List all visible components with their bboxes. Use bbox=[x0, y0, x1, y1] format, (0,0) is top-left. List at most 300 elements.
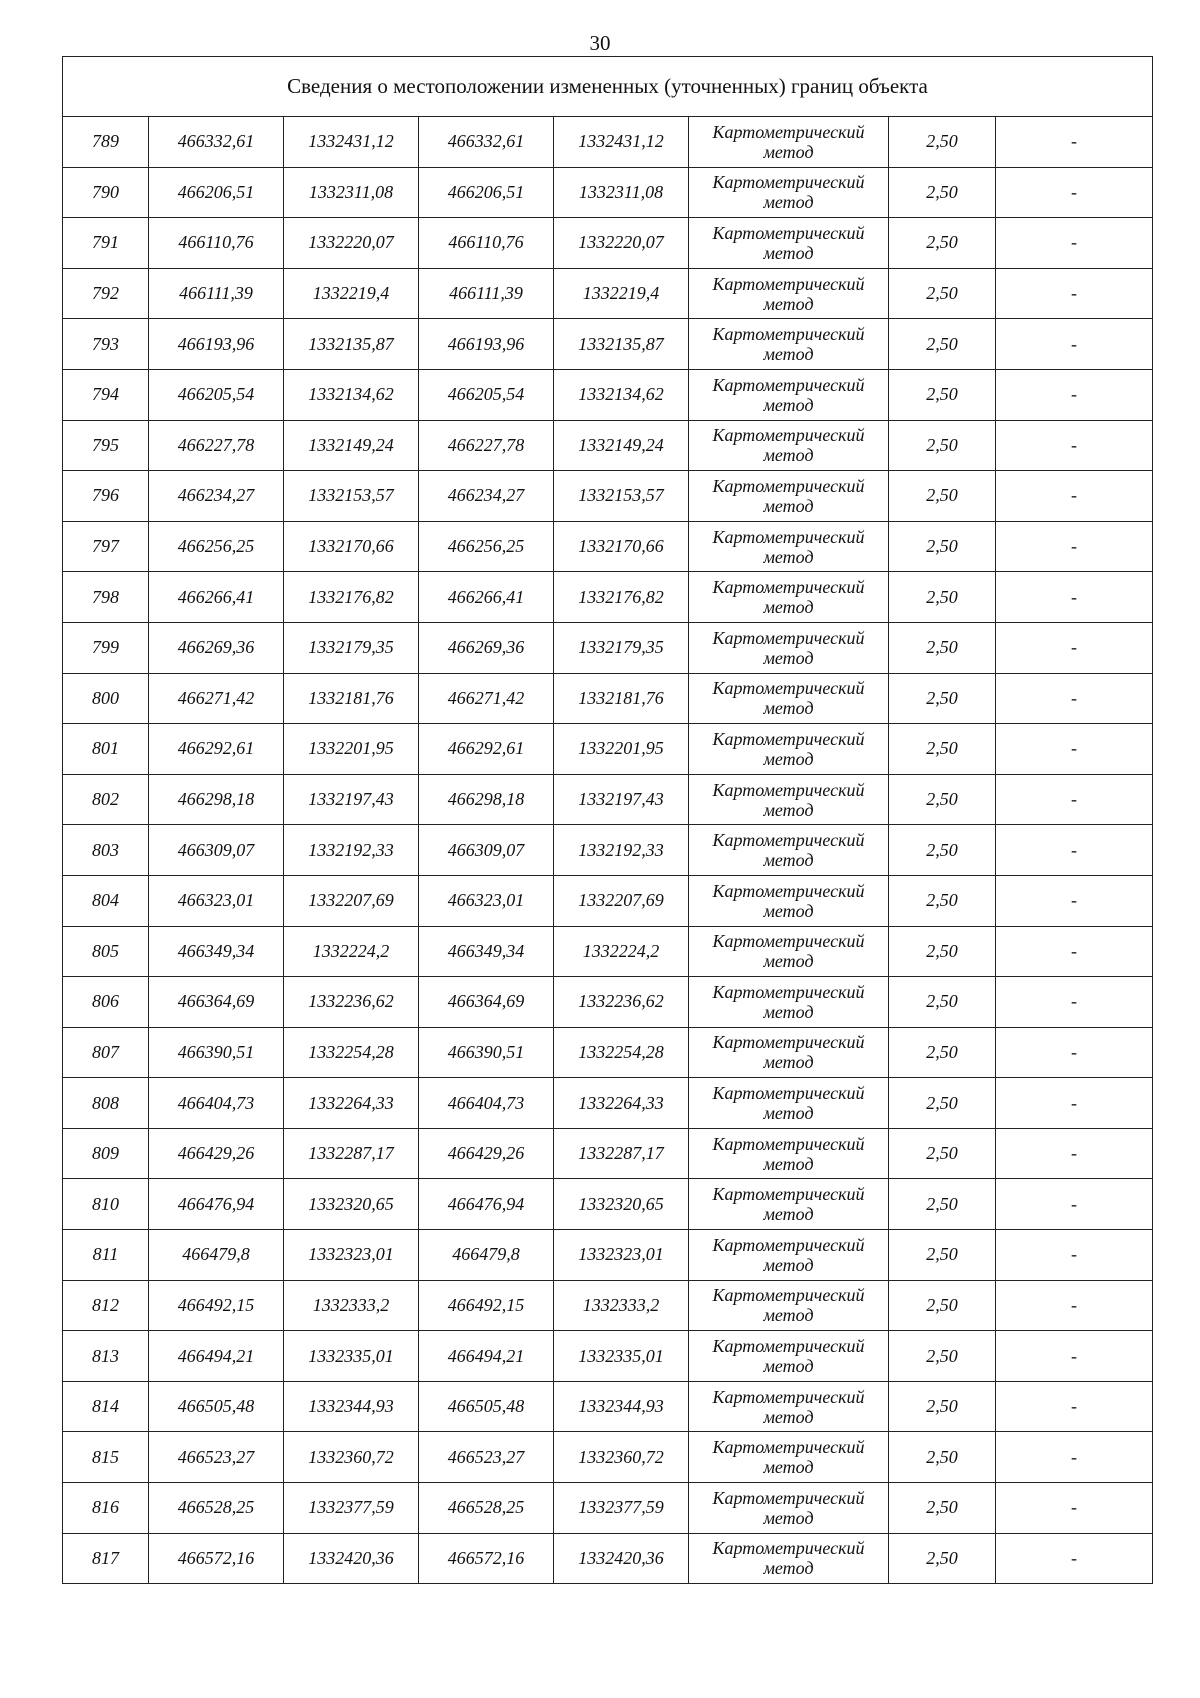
method-line-1: Картометрический bbox=[712, 425, 865, 446]
new-y-cell: 1332264,33 bbox=[554, 1078, 689, 1129]
new-y-cell: 1332201,95 bbox=[554, 724, 689, 775]
existing-y-cell: 1332236,62 bbox=[284, 977, 419, 1028]
note-cell: - bbox=[996, 218, 1153, 269]
new-x-cell: 466476,94 bbox=[419, 1179, 554, 1230]
accuracy-cell: 2,50 bbox=[889, 673, 996, 724]
existing-x-cell: 466227,78 bbox=[149, 420, 284, 471]
accuracy-cell: 2,50 bbox=[889, 1179, 996, 1230]
method-line-2: метод bbox=[763, 1052, 814, 1073]
accuracy-cell: 2,50 bbox=[889, 1280, 996, 1331]
method-line-2: метод bbox=[763, 748, 814, 769]
table-row bbox=[63, 622, 1153, 673]
point-number-cell: 798 bbox=[63, 572, 149, 623]
existing-x-cell: 466523,27 bbox=[149, 1432, 284, 1483]
method-line-1: Картометрический bbox=[712, 273, 865, 294]
new-x-cell: 466298,18 bbox=[419, 774, 554, 825]
existing-x-cell: 466494,21 bbox=[149, 1331, 284, 1382]
method-cell bbox=[689, 1483, 889, 1534]
note-cell: - bbox=[996, 521, 1153, 572]
existing-x-cell: 466206,51 bbox=[149, 167, 284, 218]
existing-y-cell: 1332220,07 bbox=[284, 218, 419, 269]
existing-y-cell: 1332201,95 bbox=[284, 724, 419, 775]
point-number-cell: 794 bbox=[63, 369, 149, 420]
table-row bbox=[63, 167, 1153, 218]
new-y-cell: 1332207,69 bbox=[554, 875, 689, 926]
method-line-2: метод bbox=[763, 242, 814, 263]
table-row bbox=[63, 1027, 1153, 1078]
method-cell bbox=[689, 825, 889, 876]
new-y-cell: 1332197,43 bbox=[554, 774, 689, 825]
boundary-coordinates-table bbox=[62, 56, 1153, 1584]
new-x-cell: 466256,25 bbox=[419, 521, 554, 572]
accuracy-cell: 2,50 bbox=[889, 622, 996, 673]
note-cell: - bbox=[996, 1179, 1153, 1230]
point-number-cell: 810 bbox=[63, 1179, 149, 1230]
method-line-1: Картометрический bbox=[712, 222, 865, 243]
method-line-1: Картометрический bbox=[712, 577, 865, 598]
table-row bbox=[63, 471, 1153, 522]
table-row bbox=[63, 1128, 1153, 1179]
point-number-cell: 790 bbox=[63, 167, 149, 218]
note-cell: - bbox=[996, 572, 1153, 623]
method-cell bbox=[689, 724, 889, 775]
new-x-cell: 466390,51 bbox=[419, 1027, 554, 1078]
method-line-1: Картометрический bbox=[712, 1032, 865, 1053]
point-number-cell: 817 bbox=[63, 1533, 149, 1584]
existing-x-cell: 466269,36 bbox=[149, 622, 284, 673]
method-cell bbox=[689, 1078, 889, 1129]
table-row bbox=[63, 420, 1153, 471]
table-row bbox=[63, 1331, 1153, 1382]
point-number-cell: 816 bbox=[63, 1483, 149, 1534]
method-line-1: Картометрический bbox=[712, 779, 865, 800]
note-cell: - bbox=[996, 268, 1153, 319]
accuracy-cell: 2,50 bbox=[889, 1432, 996, 1483]
existing-y-cell: 1332420,36 bbox=[284, 1533, 419, 1584]
new-y-cell: 1332335,01 bbox=[554, 1331, 689, 1382]
existing-x-cell: 466349,34 bbox=[149, 926, 284, 977]
method-line-2: метод bbox=[763, 1103, 814, 1124]
method-line-1: Картометрический bbox=[712, 1538, 865, 1559]
new-x-cell: 466206,51 bbox=[419, 167, 554, 218]
new-y-cell: 1332153,57 bbox=[554, 471, 689, 522]
point-number-cell: 813 bbox=[63, 1331, 149, 1382]
point-number-cell: 803 bbox=[63, 825, 149, 876]
existing-x-cell: 466234,27 bbox=[149, 471, 284, 522]
existing-y-cell: 1332377,59 bbox=[284, 1483, 419, 1534]
existing-y-cell: 1332254,28 bbox=[284, 1027, 419, 1078]
method-line-2: метод bbox=[763, 1254, 814, 1275]
note-cell: - bbox=[996, 1381, 1153, 1432]
note-cell: - bbox=[996, 1027, 1153, 1078]
note-cell: - bbox=[996, 926, 1153, 977]
accuracy-cell: 2,50 bbox=[889, 825, 996, 876]
new-y-cell: 1332220,07 bbox=[554, 218, 689, 269]
table-title-row bbox=[63, 57, 1153, 117]
accuracy-cell: 2,50 bbox=[889, 420, 996, 471]
method-line-2: метод bbox=[763, 1153, 814, 1174]
table-row bbox=[63, 117, 1153, 168]
existing-y-cell: 1332153,57 bbox=[284, 471, 419, 522]
existing-x-cell: 466528,25 bbox=[149, 1483, 284, 1534]
existing-x-cell: 466205,54 bbox=[149, 369, 284, 420]
table-row bbox=[63, 1432, 1153, 1483]
table-row bbox=[63, 926, 1153, 977]
method-line-2: метод bbox=[763, 546, 814, 567]
accuracy-cell: 2,50 bbox=[889, 167, 996, 218]
method-line-2: метод bbox=[763, 344, 814, 365]
note-cell: - bbox=[996, 724, 1153, 775]
method-line-2: метод bbox=[763, 597, 814, 618]
existing-x-cell: 466110,76 bbox=[149, 218, 284, 269]
table-row bbox=[63, 875, 1153, 926]
accuracy-cell: 2,50 bbox=[889, 268, 996, 319]
accuracy-cell: 2,50 bbox=[889, 1230, 996, 1281]
table-row bbox=[63, 774, 1153, 825]
new-x-cell: 466292,61 bbox=[419, 724, 554, 775]
note-cell: - bbox=[996, 117, 1153, 168]
note-cell: - bbox=[996, 369, 1153, 420]
method-line-1: Картометрический bbox=[712, 526, 865, 547]
new-y-cell: 1332176,82 bbox=[554, 572, 689, 623]
new-x-cell: 466332,61 bbox=[419, 117, 554, 168]
existing-x-cell: 466292,61 bbox=[149, 724, 284, 775]
method-line-2: метод bbox=[763, 192, 814, 213]
new-x-cell: 466404,73 bbox=[419, 1078, 554, 1129]
accuracy-cell: 2,50 bbox=[889, 926, 996, 977]
new-x-cell: 466364,69 bbox=[419, 977, 554, 1028]
new-y-cell: 1332287,17 bbox=[554, 1128, 689, 1179]
note-cell: - bbox=[996, 875, 1153, 926]
new-x-cell: 466110,76 bbox=[419, 218, 554, 269]
method-line-1: Картометрический bbox=[712, 880, 865, 901]
method-cell bbox=[689, 1027, 889, 1078]
accuracy-cell: 2,50 bbox=[889, 1078, 996, 1129]
point-number-cell: 807 bbox=[63, 1027, 149, 1078]
accuracy-cell: 2,50 bbox=[889, 774, 996, 825]
new-x-cell: 466572,16 bbox=[419, 1533, 554, 1584]
existing-y-cell: 1332335,01 bbox=[284, 1331, 419, 1382]
existing-y-cell: 1332320,65 bbox=[284, 1179, 419, 1230]
new-x-cell: 466234,27 bbox=[419, 471, 554, 522]
new-x-cell: 466227,78 bbox=[419, 420, 554, 471]
method-line-1: Картометрический bbox=[712, 627, 865, 648]
method-cell bbox=[689, 369, 889, 420]
method-line-1: Картометрический bbox=[712, 121, 865, 142]
method-cell bbox=[689, 420, 889, 471]
new-y-cell: 1332224,2 bbox=[554, 926, 689, 977]
note-cell: - bbox=[996, 825, 1153, 876]
method-line-2: метод bbox=[763, 900, 814, 921]
point-number-cell: 814 bbox=[63, 1381, 149, 1432]
new-x-cell: 466523,27 bbox=[419, 1432, 554, 1483]
method-line-2: метод bbox=[763, 1356, 814, 1377]
method-line-2: метод bbox=[763, 1305, 814, 1326]
new-x-cell: 466111,39 bbox=[419, 268, 554, 319]
accuracy-cell: 2,50 bbox=[889, 1381, 996, 1432]
method-line-2: метод bbox=[763, 1001, 814, 1022]
existing-y-cell: 1332170,66 bbox=[284, 521, 419, 572]
table-row bbox=[63, 369, 1153, 420]
point-number-cell: 796 bbox=[63, 471, 149, 522]
method-line-1: Картометрический bbox=[712, 1386, 865, 1407]
point-number-cell: 791 bbox=[63, 218, 149, 269]
new-y-cell: 1332181,76 bbox=[554, 673, 689, 724]
point-number-cell: 808 bbox=[63, 1078, 149, 1129]
existing-y-cell: 1332135,87 bbox=[284, 319, 419, 370]
accuracy-cell: 2,50 bbox=[889, 1483, 996, 1534]
method-cell bbox=[689, 1230, 889, 1281]
existing-y-cell: 1332207,69 bbox=[284, 875, 419, 926]
point-number-cell: 809 bbox=[63, 1128, 149, 1179]
existing-x-cell: 466256,25 bbox=[149, 521, 284, 572]
method-cell bbox=[689, 622, 889, 673]
note-cell: - bbox=[996, 1483, 1153, 1534]
method-line-1: Картометрический bbox=[712, 1133, 865, 1154]
method-line-1: Картометрический bbox=[712, 728, 865, 749]
new-y-cell: 1332236,62 bbox=[554, 977, 689, 1028]
table-row bbox=[63, 1280, 1153, 1331]
point-number-cell: 812 bbox=[63, 1280, 149, 1331]
method-line-2: метод bbox=[763, 647, 814, 668]
method-line-2: метод bbox=[763, 698, 814, 719]
existing-x-cell: 466390,51 bbox=[149, 1027, 284, 1078]
point-number-cell: 799 bbox=[63, 622, 149, 673]
existing-y-cell: 1332179,35 bbox=[284, 622, 419, 673]
table-row bbox=[63, 1078, 1153, 1129]
new-y-cell: 1332170,66 bbox=[554, 521, 689, 572]
method-line-1: Картометрический bbox=[712, 374, 865, 395]
existing-y-cell: 1332431,12 bbox=[284, 117, 419, 168]
existing-x-cell: 466111,39 bbox=[149, 268, 284, 319]
new-x-cell: 466309,07 bbox=[419, 825, 554, 876]
method-cell bbox=[689, 471, 889, 522]
table-row bbox=[63, 319, 1153, 370]
method-cell bbox=[689, 977, 889, 1028]
method-line-1: Картометрический bbox=[712, 1285, 865, 1306]
accuracy-cell: 2,50 bbox=[889, 1533, 996, 1584]
existing-x-cell: 466429,26 bbox=[149, 1128, 284, 1179]
method-line-1: Картометрический bbox=[712, 324, 865, 345]
accuracy-cell: 2,50 bbox=[889, 521, 996, 572]
point-number-cell: 802 bbox=[63, 774, 149, 825]
note-cell: - bbox=[996, 1078, 1153, 1129]
existing-x-cell: 466364,69 bbox=[149, 977, 284, 1028]
existing-x-cell: 466298,18 bbox=[149, 774, 284, 825]
table-row bbox=[63, 977, 1153, 1028]
note-cell: - bbox=[996, 1331, 1153, 1382]
point-number-cell: 797 bbox=[63, 521, 149, 572]
new-x-cell: 466266,41 bbox=[419, 572, 554, 623]
method-cell bbox=[689, 1432, 889, 1483]
note-cell: - bbox=[996, 977, 1153, 1028]
page-number: 30 bbox=[589, 31, 611, 55]
note-cell: - bbox=[996, 1432, 1153, 1483]
accuracy-cell: 2,50 bbox=[889, 977, 996, 1028]
method-line-2: метод bbox=[763, 445, 814, 466]
method-cell bbox=[689, 875, 889, 926]
accuracy-cell: 2,50 bbox=[889, 1331, 996, 1382]
existing-y-cell: 1332360,72 bbox=[284, 1432, 419, 1483]
method-cell bbox=[689, 1128, 889, 1179]
existing-y-cell: 1332134,62 bbox=[284, 369, 419, 420]
accuracy-cell: 2,50 bbox=[889, 218, 996, 269]
method-line-1: Картометрический bbox=[712, 931, 865, 952]
point-number-cell: 805 bbox=[63, 926, 149, 977]
method-line-1: Картометрический bbox=[712, 1234, 865, 1255]
method-cell bbox=[689, 673, 889, 724]
existing-y-cell: 1332287,17 bbox=[284, 1128, 419, 1179]
method-cell bbox=[689, 218, 889, 269]
note-cell: - bbox=[996, 167, 1153, 218]
existing-y-cell: 1332219,4 bbox=[284, 268, 419, 319]
method-line-1: Картометрический bbox=[712, 1487, 865, 1508]
note-cell: - bbox=[996, 420, 1153, 471]
new-y-cell: 1332344,93 bbox=[554, 1381, 689, 1432]
method-cell bbox=[689, 1179, 889, 1230]
method-cell bbox=[689, 572, 889, 623]
new-y-cell: 1332149,24 bbox=[554, 420, 689, 471]
new-y-cell: 1332360,72 bbox=[554, 1432, 689, 1483]
method-cell bbox=[689, 1280, 889, 1331]
point-number-cell: 792 bbox=[63, 268, 149, 319]
point-number-cell: 801 bbox=[63, 724, 149, 775]
accuracy-cell: 2,50 bbox=[889, 1128, 996, 1179]
note-cell: - bbox=[996, 1230, 1153, 1281]
note-cell: - bbox=[996, 1128, 1153, 1179]
new-y-cell: 1332323,01 bbox=[554, 1230, 689, 1281]
existing-x-cell: 466309,07 bbox=[149, 825, 284, 876]
existing-x-cell: 466193,96 bbox=[149, 319, 284, 370]
method-line-2: метод bbox=[763, 1204, 814, 1225]
new-y-cell: 1332431,12 bbox=[554, 117, 689, 168]
point-number-cell: 804 bbox=[63, 875, 149, 926]
method-line-2: метод bbox=[763, 1507, 814, 1528]
note-cell: - bbox=[996, 1533, 1153, 1584]
note-cell: - bbox=[996, 622, 1153, 673]
existing-x-cell: 466505,48 bbox=[149, 1381, 284, 1432]
accuracy-cell: 2,50 bbox=[889, 875, 996, 926]
new-y-cell: 1332333,2 bbox=[554, 1280, 689, 1331]
point-number-cell: 800 bbox=[63, 673, 149, 724]
method-line-2: метод bbox=[763, 1457, 814, 1478]
new-x-cell: 466492,15 bbox=[419, 1280, 554, 1331]
existing-x-cell: 466271,42 bbox=[149, 673, 284, 724]
note-cell: - bbox=[996, 471, 1153, 522]
method-line-2: метод bbox=[763, 799, 814, 820]
table-row bbox=[63, 572, 1153, 623]
point-number-cell: 793 bbox=[63, 319, 149, 370]
point-number-cell: 815 bbox=[63, 1432, 149, 1483]
new-x-cell: 466479,8 bbox=[419, 1230, 554, 1281]
table-row bbox=[63, 218, 1153, 269]
existing-y-cell: 1332323,01 bbox=[284, 1230, 419, 1281]
existing-x-cell: 466323,01 bbox=[149, 875, 284, 926]
new-y-cell: 1332254,28 bbox=[554, 1027, 689, 1078]
new-x-cell: 466505,48 bbox=[419, 1381, 554, 1432]
method-cell bbox=[689, 268, 889, 319]
method-line-2: метод bbox=[763, 1558, 814, 1579]
table-row bbox=[63, 268, 1153, 319]
accuracy-cell: 2,50 bbox=[889, 572, 996, 623]
point-number-cell: 811 bbox=[63, 1230, 149, 1281]
point-number-cell: 806 bbox=[63, 977, 149, 1028]
existing-y-cell: 1332333,2 bbox=[284, 1280, 419, 1331]
new-y-cell: 1332311,08 bbox=[554, 167, 689, 218]
table-row bbox=[63, 1533, 1153, 1584]
table-body bbox=[63, 117, 1153, 1584]
new-x-cell: 466494,21 bbox=[419, 1331, 554, 1382]
note-cell: - bbox=[996, 319, 1153, 370]
existing-y-cell: 1332197,43 bbox=[284, 774, 419, 825]
method-line-1: Картометрический bbox=[712, 1083, 865, 1104]
existing-y-cell: 1332224,2 bbox=[284, 926, 419, 977]
new-y-cell: 1332377,59 bbox=[554, 1483, 689, 1534]
method-cell bbox=[689, 521, 889, 572]
accuracy-cell: 2,50 bbox=[889, 471, 996, 522]
existing-y-cell: 1332149,24 bbox=[284, 420, 419, 471]
existing-y-cell: 1332311,08 bbox=[284, 167, 419, 218]
note-cell: - bbox=[996, 774, 1153, 825]
table-row bbox=[63, 1179, 1153, 1230]
method-cell bbox=[689, 167, 889, 218]
method-line-1: Картометрический bbox=[712, 172, 865, 193]
method-line-2: метод bbox=[763, 394, 814, 415]
accuracy-cell: 2,50 bbox=[889, 724, 996, 775]
table-row bbox=[63, 1381, 1153, 1432]
new-x-cell: 466349,34 bbox=[419, 926, 554, 977]
method-line-1: Картометрический bbox=[712, 830, 865, 851]
table-row bbox=[63, 724, 1153, 775]
method-cell bbox=[689, 774, 889, 825]
accuracy-cell: 2,50 bbox=[889, 319, 996, 370]
table-row bbox=[63, 673, 1153, 724]
new-x-cell: 466205,54 bbox=[419, 369, 554, 420]
existing-x-cell: 466492,15 bbox=[149, 1280, 284, 1331]
accuracy-cell: 2,50 bbox=[889, 369, 996, 420]
point-number-cell: 795 bbox=[63, 420, 149, 471]
method-line-1: Картометрический bbox=[712, 1184, 865, 1205]
new-x-cell: 466528,25 bbox=[419, 1483, 554, 1534]
existing-x-cell: 466266,41 bbox=[149, 572, 284, 623]
method-line-2: метод bbox=[763, 1406, 814, 1427]
method-line-2: метод bbox=[763, 951, 814, 972]
new-y-cell: 1332420,36 bbox=[554, 1533, 689, 1584]
new-y-cell: 1332135,87 bbox=[554, 319, 689, 370]
existing-x-cell: 466404,73 bbox=[149, 1078, 284, 1129]
method-line-1: Картометрический bbox=[712, 678, 865, 699]
existing-y-cell: 1332192,33 bbox=[284, 825, 419, 876]
new-y-cell: 1332134,62 bbox=[554, 369, 689, 420]
existing-x-cell: 466332,61 bbox=[149, 117, 284, 168]
existing-y-cell: 1332176,82 bbox=[284, 572, 419, 623]
method-line-1: Картометрический bbox=[712, 981, 865, 1002]
new-x-cell: 466193,96 bbox=[419, 319, 554, 370]
table-row bbox=[63, 1230, 1153, 1281]
new-y-cell: 1332219,4 bbox=[554, 268, 689, 319]
method-line-1: Картометрический bbox=[712, 475, 865, 496]
new-y-cell: 1332179,35 bbox=[554, 622, 689, 673]
method-cell bbox=[689, 117, 889, 168]
existing-x-cell: 466572,16 bbox=[149, 1533, 284, 1584]
new-x-cell: 466323,01 bbox=[419, 875, 554, 926]
method-line-2: метод bbox=[763, 141, 814, 162]
point-number-cell: 789 bbox=[63, 117, 149, 168]
new-x-cell: 466429,26 bbox=[419, 1128, 554, 1179]
existing-x-cell: 466479,8 bbox=[149, 1230, 284, 1281]
note-cell: - bbox=[996, 673, 1153, 724]
existing-y-cell: 1332264,33 bbox=[284, 1078, 419, 1129]
